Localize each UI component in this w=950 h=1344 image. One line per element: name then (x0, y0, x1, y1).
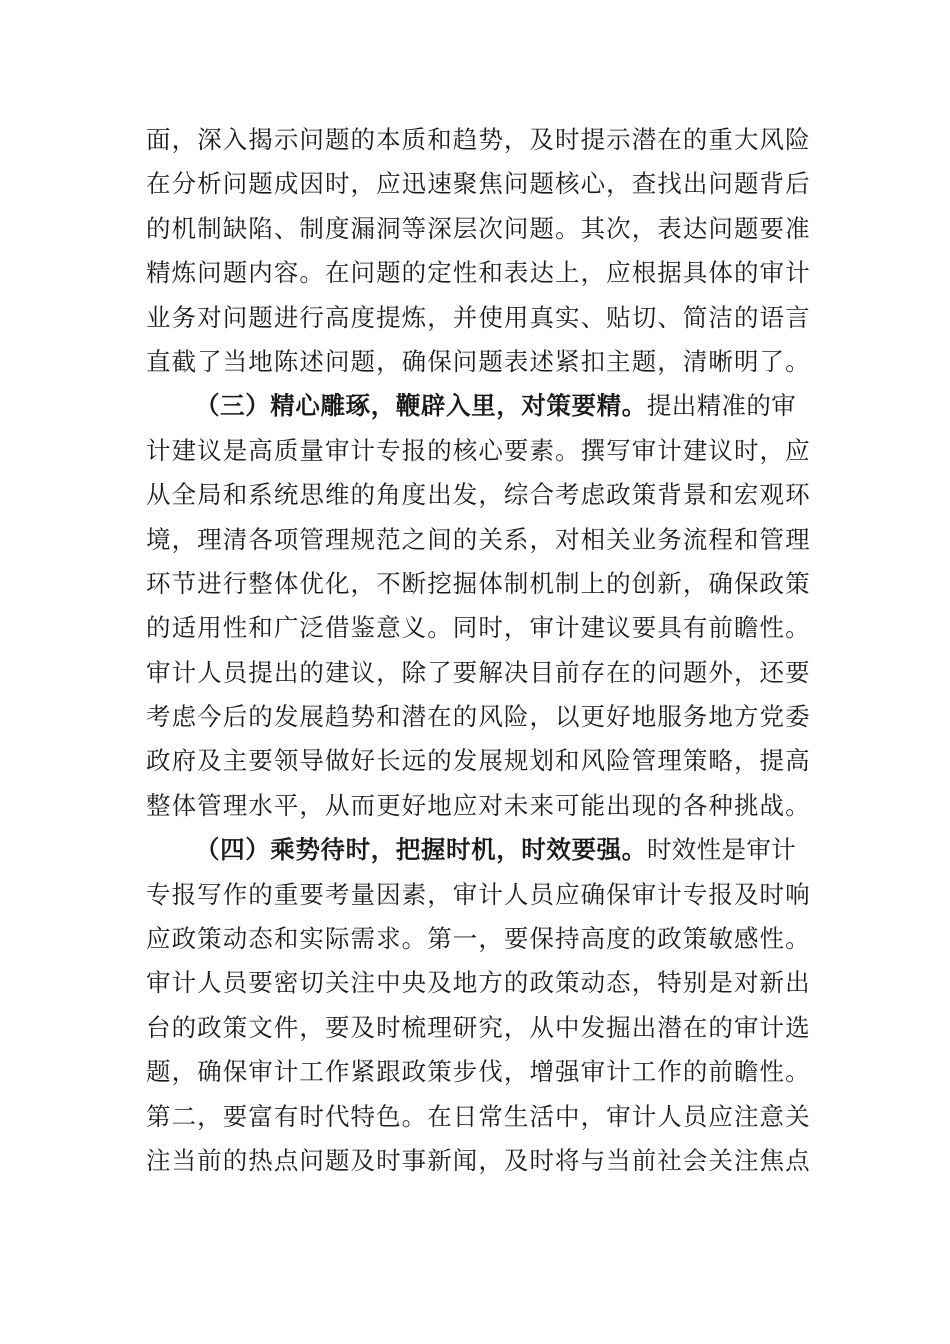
section-4-heading: （四）乘势待时，把握时机，时效要强。 (195, 835, 647, 865)
body-line: 第二，要富有时代特色。在日常生活中，审计人员应注意关 (146, 1101, 810, 1131)
section-3-first-line-text: 提出精准的审 (646, 391, 797, 421)
section-3-first-line (146, 384, 810, 428)
body-line: 精炼问题内容。在问题的定性和表达上，应根据具体的审计 (146, 258, 810, 288)
body-line: 题，确保审计工作紧跟政策步伐，增强审计工作的前瞻性。 (146, 1057, 810, 1087)
body-line: 环节进行整体优化，不断挖掘体制机制上的创新，确保政策 (146, 568, 810, 598)
body-line: 境，理清各项管理规范之间的关系，对相关业务流程和管理 (146, 524, 810, 554)
document-body (146, 118, 810, 1183)
body-line: 面，深入揭示问题的本质和趋势，及时提示潜在的重大风险 (146, 125, 810, 154)
body-line: 的适用性和广泛借鉴意义。同时，审计建议要具有前瞻性。 (146, 613, 810, 643)
body-line: 的机制缺陷、制度漏洞等深层次问题。其次，表达问题要准 (146, 213, 810, 243)
body-line: 业务对问题进行高度提炼，并使用真实、贴切、简洁的语言 (146, 302, 810, 332)
section-4-first-line (146, 828, 810, 872)
body-line: 应政策动态和实际需求。第一，要保持高度的政策敏感性。 (146, 924, 810, 954)
body-line: 审计人员要密切关注中央及地方的政策动态，特别是对新出 (146, 968, 810, 998)
body-line: 审计人员提出的建议，除了要解决目前存在的问题外，还要 (146, 657, 810, 687)
body-line: 专报写作的重要考量因素，审计人员应确保审计专报及时响 (146, 879, 810, 909)
body-line: 在分析问题成因时，应迅速聚焦问题核心，查找出问题背后 (146, 169, 810, 199)
body-line: 计建议是高质量审计专报的核心要素。撰写审计建议时，应 (146, 435, 810, 465)
body-line: 从全局和系统思维的角度出发，综合考虑政策背景和宏观环 (146, 480, 810, 510)
section-4-first-line-text: 时效性是审计 (646, 835, 797, 865)
body-line: 整体管理水平，从而更好地应对未来可能出现的各种挑战。 (146, 790, 810, 820)
body-line: 注当前的热点问题及时事新闻，及时将与当前社会关注焦点 (146, 1145, 810, 1175)
body-line: 直截了当地陈述问题，确保问题表述紧扣主题，清晰明了。 (146, 346, 810, 376)
body-line: 政府及主要领导做好长远的发展规划和风险管理策略，提高 (146, 746, 810, 776)
body-line: 考虑今后的发展趋势和潜在的风险，以更好地服务地方党委 (146, 702, 810, 732)
section-3-heading: （三）精心雕琢，鞭辟入里，对策要精。 (195, 391, 647, 421)
body-line: 台的政策文件，要及时梳理研究，从中发掘出潜在的审计选 (146, 1012, 810, 1042)
